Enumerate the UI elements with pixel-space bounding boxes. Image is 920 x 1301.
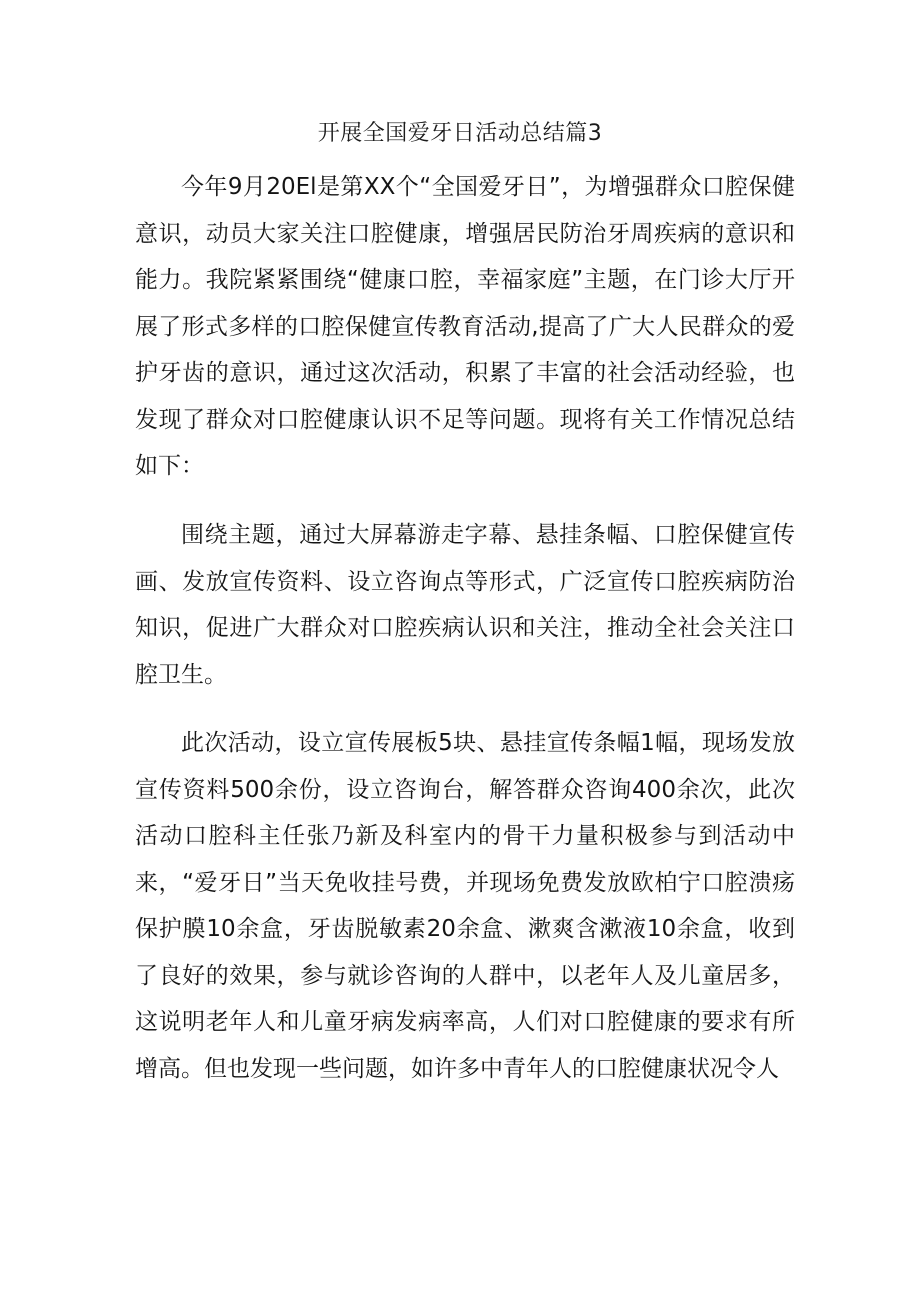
paragraph-intro: 今年9月20El是第XX个“全国爱牙日”，为增强群众口腔保健意识，动员大家关注口腔健康，增强居民防治牙周疾病的意识和能力。我院紧紧围绕“健康口腔，幸福家庭”主题，在门诊大厅开展了形式多样的口腔保健宣传教育活动,提高了广大人民群众的爱护牙齿的意识，通过这次活动，积累了丰富的社会活动经验，也发现了群众对口腔健康认识不足等问题。现将有关工作情况总结如下：	[135, 174, 795, 479]
document-title: 开展全国爱牙日活动总结篇3	[317, 121, 603, 146]
paragraph-activity-details: 此次活动，设立宣传展板5块、悬挂宣传条幅1幅，现场发放宣传资料500余份，设立咨询台，解答群众咨询400余次，此次活动口腔科主任张乃新及科室内的骨干力量积极参与到活动中来，“爱牙日”当天免收挂号费，并现场免费发放欧柏宁口腔溃疡保护膜10余盒，牙齿脱敏素20余盒、漱爽含漱液10余盒，收到了良好的效果，参与就诊咨询的人群中，以老年人及儿童居多，这说明老年人和儿童牙病发病率高，人们对口腔健康的要求有所增高。但也发现一些问题，如许多中青年人的口腔健康状况令人	[135, 730, 795, 1082]
paragraph-theme: 围绕主题，通过大屏幕游走字幕、悬挂条幅、口腔保健宣传画、发放宣传资料、设立咨询点等形式，广泛宣传口腔疾病防治知识，促进广大群众对口腔疾病认识和关注，推动全社会关注口腔卫生。	[135, 522, 795, 688]
